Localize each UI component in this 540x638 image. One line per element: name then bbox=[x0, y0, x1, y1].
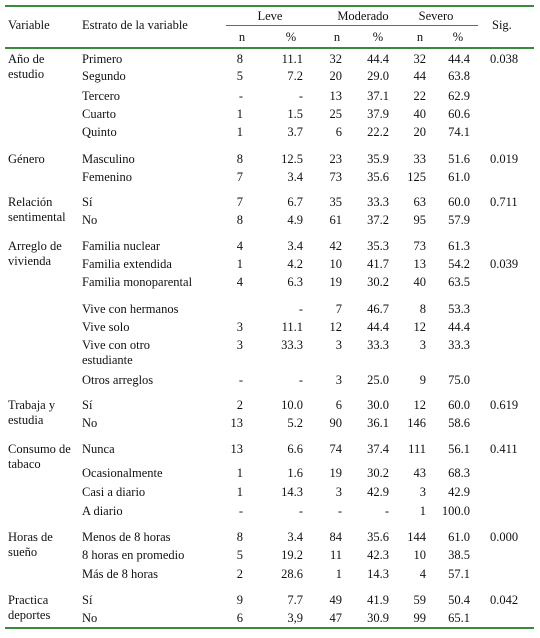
cell-leve-n: - bbox=[238, 89, 243, 103]
cell-mod-n: 6 bbox=[335, 398, 342, 412]
cell-mod-p: 44.4 bbox=[367, 52, 389, 66]
cell-sev-n: 12 bbox=[413, 320, 426, 334]
estrato-label: Femenino bbox=[82, 170, 132, 184]
cell-mod-n: 6 bbox=[335, 125, 342, 139]
estrato-label: Vive con hermanos bbox=[82, 302, 179, 316]
cell-mod-p: 44.4 bbox=[367, 320, 389, 334]
cell-leve-n: 2 bbox=[236, 398, 243, 412]
cell-leve-p: 33.3 bbox=[281, 338, 303, 352]
cell-sev-p: 61.3 bbox=[448, 239, 470, 253]
cell-mod-p: 35.3 bbox=[367, 239, 389, 253]
estrato-label: Familia monoparental bbox=[82, 275, 193, 289]
cell-leve-n: - bbox=[238, 373, 243, 387]
cell-sev-p: 60.0 bbox=[448, 195, 470, 209]
cell-leve-n: - bbox=[238, 504, 243, 518]
bottom-rule bbox=[5, 627, 534, 629]
header-leve-n: n bbox=[238, 30, 246, 44]
cell-sev-p: 74.1 bbox=[448, 125, 470, 139]
estrato-label: Primero bbox=[82, 52, 123, 66]
cell-sev-n: 8 bbox=[419, 302, 426, 316]
header-leve: Leve bbox=[257, 9, 283, 23]
top-rule bbox=[5, 5, 534, 7]
cell-sev-n: 4 bbox=[419, 567, 426, 581]
estrato-label: Otros arreglos bbox=[82, 373, 154, 387]
cell-mod-n: 10 bbox=[329, 257, 342, 271]
cell-leve-n: 8 bbox=[236, 213, 243, 227]
cell-mod-p: 35.9 bbox=[367, 152, 389, 166]
cell-leve-p: 6.6 bbox=[287, 442, 303, 456]
variable-label: tabaco bbox=[8, 457, 41, 471]
header-variable: Variable bbox=[8, 18, 50, 32]
cell-sev-n: 73 bbox=[413, 239, 426, 253]
cell-leve-p: - bbox=[298, 504, 303, 518]
variable-label: Practica bbox=[8, 593, 49, 607]
cell-leve-p: 3.4 bbox=[287, 170, 303, 184]
cell-sev-p: 58.6 bbox=[448, 416, 470, 430]
cell-mod-n: 74 bbox=[329, 442, 342, 456]
cell-leve-p: 11.1 bbox=[281, 320, 303, 334]
cell-leve-p: 1.5 bbox=[287, 107, 303, 121]
header-group-rule bbox=[226, 25, 478, 26]
cell-mod-n: 20 bbox=[329, 69, 342, 83]
variable-label: Arreglo de bbox=[8, 239, 62, 253]
estrato-label: Sí bbox=[82, 593, 93, 607]
variable-label: estudia bbox=[8, 413, 44, 427]
estrato-label: Familia nuclear bbox=[82, 239, 161, 253]
cell-sev-n: 99 bbox=[413, 611, 426, 625]
cell-mod-p: 41.9 bbox=[367, 593, 389, 607]
cell-leve-p: - bbox=[298, 373, 303, 387]
estrato-label: Segundo bbox=[82, 69, 126, 83]
cell-mod-p: - bbox=[384, 504, 389, 518]
estrato-label: A diario bbox=[82, 504, 123, 518]
significance-value: 0.039 bbox=[490, 257, 519, 271]
cell-leve-p: 3.7 bbox=[287, 125, 303, 139]
cell-mod-n: 42 bbox=[329, 239, 342, 253]
estrato-label: Nunca bbox=[82, 442, 115, 456]
significance-value: 0.019 bbox=[490, 152, 519, 166]
cell-mod-n: 32 bbox=[329, 52, 342, 66]
estrato-label: Sí bbox=[82, 398, 93, 412]
cell-leve-n: 5 bbox=[236, 548, 243, 562]
cell-sev-n: 1 bbox=[419, 504, 426, 518]
cell-sev-n: 13 bbox=[413, 257, 426, 271]
header-severo-n: n bbox=[416, 30, 424, 44]
cell-sev-p: 56.1 bbox=[448, 442, 470, 456]
estrato-label: Sí bbox=[82, 195, 93, 209]
variable-label: Género bbox=[8, 152, 45, 166]
cell-sev-n: 125 bbox=[407, 170, 426, 184]
cell-leve-p: 3.4 bbox=[287, 530, 303, 544]
variable-label: Trabaja y bbox=[8, 398, 56, 412]
cell-mod-n: 11 bbox=[329, 548, 342, 562]
cell-leve-p: 1.6 bbox=[287, 466, 303, 480]
cell-leve-p: 4.9 bbox=[287, 213, 303, 227]
cell-sev-p: 61.0 bbox=[448, 530, 470, 544]
cell-leve-p: 12.5 bbox=[281, 152, 303, 166]
cell-leve-p: 6.3 bbox=[287, 275, 303, 289]
cell-leve-n: 4 bbox=[236, 239, 243, 253]
cell-sev-n: 40 bbox=[413, 275, 426, 289]
cell-mod-p: 37.9 bbox=[367, 107, 389, 121]
cell-sev-p: 57.9 bbox=[448, 213, 470, 227]
cell-leve-p: 7.7 bbox=[287, 593, 303, 607]
variable-label: deportes bbox=[8, 608, 51, 622]
cell-sev-n: 146 bbox=[407, 416, 426, 430]
cell-mod-n: 35 bbox=[329, 195, 342, 209]
cell-mod-n: 13 bbox=[329, 89, 342, 103]
cell-sev-p: 62.9 bbox=[448, 89, 470, 103]
cell-sev-n: 3 bbox=[419, 485, 426, 499]
cell-sev-p: 60.0 bbox=[448, 398, 470, 412]
estrato-label: Casi a diario bbox=[82, 485, 146, 499]
cell-leve-n: 1 bbox=[236, 125, 243, 139]
estrato-label: Ocasionalmente bbox=[82, 466, 163, 480]
estrato-label: Tercero bbox=[82, 89, 120, 103]
cell-mod-n: 19 bbox=[329, 275, 342, 289]
cell-leve-p: 3,9 bbox=[287, 611, 303, 625]
cell-leve-n: 8 bbox=[236, 530, 243, 544]
cell-mod-p: 14.3 bbox=[367, 567, 389, 581]
cell-sev-p: 38.5 bbox=[448, 548, 470, 562]
estrato-label: Masculino bbox=[82, 152, 135, 166]
estrato-label: Cuarto bbox=[82, 107, 117, 121]
significance-value: 0.411 bbox=[490, 442, 518, 456]
cell-sev-n: 12 bbox=[413, 398, 426, 412]
cell-leve-p: 10.0 bbox=[281, 398, 303, 412]
header-sig: Sig. bbox=[492, 18, 512, 32]
cell-leve-n: 7 bbox=[236, 170, 243, 184]
estrato-label: Más de 8 horas bbox=[82, 567, 159, 581]
cell-sev-n: 44 bbox=[413, 69, 426, 83]
estrato-label: Familia extendida bbox=[82, 257, 172, 271]
cell-mod-p: 30.9 bbox=[367, 611, 389, 625]
cell-mod-n: 49 bbox=[329, 593, 342, 607]
cell-mod-p: 42.9 bbox=[367, 485, 389, 499]
variable-label: Consumo de bbox=[8, 442, 71, 456]
header-estrato: Estrato de la variable bbox=[82, 18, 188, 32]
variable-label: estudio bbox=[8, 67, 45, 81]
cell-mod-n: 3 bbox=[335, 338, 342, 352]
cell-sev-n: 95 bbox=[413, 213, 426, 227]
variable-label: Horas de bbox=[8, 530, 53, 544]
cell-leve-n: 5 bbox=[236, 69, 243, 83]
cell-sev-p: 63.5 bbox=[448, 275, 470, 289]
cell-leve-n: 3 bbox=[236, 338, 243, 352]
variable-label: vivienda bbox=[8, 254, 52, 268]
cell-sev-p: 61.0 bbox=[448, 170, 470, 184]
estrato-label: Vive solo bbox=[82, 320, 130, 334]
cell-leve-n: 8 bbox=[236, 52, 243, 66]
cell-sev-n: 3 bbox=[419, 338, 426, 352]
estrato-label: No bbox=[82, 213, 98, 227]
cell-sev-n: 33 bbox=[413, 152, 426, 166]
cell-sev-p: 100.0 bbox=[441, 504, 470, 518]
estrato-label: Vive con otro bbox=[82, 338, 150, 352]
cell-mod-n: 25 bbox=[329, 107, 342, 121]
variable-label: sueño bbox=[8, 545, 38, 559]
significance-value: 0.619 bbox=[490, 398, 519, 412]
cell-sev-p: 75.0 bbox=[448, 373, 470, 387]
cell-sev-n: 22 bbox=[413, 89, 426, 103]
cell-mod-n: 19 bbox=[329, 466, 342, 480]
cell-mod-p: 30.2 bbox=[367, 275, 389, 289]
estrato-label: 8 horas en promedio bbox=[82, 548, 185, 562]
header-moderado: Moderado bbox=[337, 9, 389, 23]
cell-leve-n: 13 bbox=[230, 416, 243, 430]
cell-sev-n: 20 bbox=[413, 125, 426, 139]
cell-mod-p: 36.1 bbox=[367, 416, 389, 430]
cell-leve-p: 3.4 bbox=[287, 239, 303, 253]
cell-leve-n: 7 bbox=[236, 195, 243, 209]
cell-mod-p: 35.6 bbox=[367, 530, 389, 544]
variable-label: Año de bbox=[8, 52, 45, 66]
header-severo-pct: % bbox=[452, 30, 464, 44]
cell-mod-p: 25.0 bbox=[367, 373, 389, 387]
cell-mod-n: 1 bbox=[335, 567, 342, 581]
cell-sev-p: 60.6 bbox=[448, 107, 470, 121]
cell-leve-p: 6.7 bbox=[287, 195, 303, 209]
significance-value: 0.038 bbox=[490, 52, 519, 66]
header-severo: Severo bbox=[418, 9, 454, 23]
header-moderado-n: n bbox=[333, 30, 341, 44]
estrato-label: Menos de 8 horas bbox=[82, 530, 171, 544]
cell-mod-n: 3 bbox=[335, 373, 342, 387]
cell-mod-p: 37.4 bbox=[367, 442, 389, 456]
cell-sev-n: 111 bbox=[408, 442, 426, 456]
cell-leve-n: 4 bbox=[236, 275, 243, 289]
cell-mod-p: 37.2 bbox=[367, 213, 389, 227]
cell-sev-p: 54.2 bbox=[448, 257, 470, 271]
cell-leve-n: 1 bbox=[236, 485, 243, 499]
cell-sev-n: 144 bbox=[407, 530, 426, 544]
header-rule bbox=[5, 47, 534, 49]
cell-sev-p: 68.3 bbox=[448, 466, 470, 480]
header-moderado-pct: % bbox=[372, 30, 384, 44]
cell-mod-p: 37.1 bbox=[367, 89, 389, 103]
cell-mod-p: 22.2 bbox=[367, 125, 389, 139]
variable-label: sentimental bbox=[8, 210, 66, 224]
cell-leve-n: 6 bbox=[236, 611, 243, 625]
estrato-label: No bbox=[82, 611, 98, 625]
cell-mod-n: 7 bbox=[335, 302, 342, 316]
cell-mod-p: 41.7 bbox=[367, 257, 389, 271]
cell-sev-n: 10 bbox=[413, 548, 426, 562]
estrato-label: No bbox=[82, 416, 98, 430]
cell-leve-n: 9 bbox=[236, 593, 243, 607]
cell-leve-p: - bbox=[298, 89, 303, 103]
cell-mod-p: 42.3 bbox=[367, 548, 389, 562]
estrato-label: estudiante bbox=[82, 353, 133, 367]
cell-sev-p: 57.1 bbox=[448, 567, 470, 581]
cell-mod-p: 30.0 bbox=[367, 398, 389, 412]
cell-leve-p: 4.2 bbox=[287, 257, 303, 271]
cell-sev-n: 32 bbox=[413, 52, 426, 66]
cell-mod-p: 29.0 bbox=[367, 69, 389, 83]
cell-mod-n: 23 bbox=[329, 152, 342, 166]
cell-leve-n: 1 bbox=[236, 257, 243, 271]
cell-mod-p: 30.2 bbox=[367, 466, 389, 480]
variable-label: Relación bbox=[8, 195, 53, 209]
significance-value: 0.042 bbox=[490, 593, 519, 607]
significance-value: 0.000 bbox=[490, 530, 519, 544]
cell-leve-n: 13 bbox=[230, 442, 243, 456]
cell-leve-p: 5.2 bbox=[287, 416, 303, 430]
cell-sev-p: 53.3 bbox=[448, 302, 470, 316]
cell-sev-n: 43 bbox=[413, 466, 426, 480]
cell-sev-p: 42.9 bbox=[448, 485, 470, 499]
cell-sev-n: 40 bbox=[413, 107, 426, 121]
cell-sev-p: 51.6 bbox=[448, 152, 470, 166]
cell-mod-n: 73 bbox=[329, 170, 342, 184]
cell-leve-p: 14.3 bbox=[281, 485, 303, 499]
cell-mod-n: 47 bbox=[329, 611, 342, 625]
cell-mod-n: 84 bbox=[329, 530, 342, 544]
cell-sev-p: 44.4 bbox=[448, 320, 470, 334]
cell-mod-p: 46.7 bbox=[367, 302, 389, 316]
cell-sev-n: 9 bbox=[419, 373, 426, 387]
cell-sev-p: 44.4 bbox=[448, 52, 470, 66]
header-leve-pct: % bbox=[285, 30, 297, 44]
cell-leve-n: 2 bbox=[236, 567, 243, 581]
cell-leve-n: 8 bbox=[236, 152, 243, 166]
cell-leve-n: 3 bbox=[236, 320, 243, 334]
cell-sev-p: 50.4 bbox=[448, 593, 470, 607]
estrato-label: Quinto bbox=[82, 125, 117, 139]
cell-mod-n: - bbox=[337, 504, 342, 518]
cell-leve-p: 11.1 bbox=[281, 52, 303, 66]
cell-mod-n: 90 bbox=[329, 416, 342, 430]
cell-mod-n: 12 bbox=[329, 320, 342, 334]
cell-sev-n: 63 bbox=[413, 195, 426, 209]
cell-mod-p: 33.3 bbox=[367, 338, 389, 352]
cell-mod-n: 61 bbox=[329, 213, 342, 227]
cell-sev-p: 63.8 bbox=[448, 69, 470, 83]
cell-leve-n: 1 bbox=[236, 466, 243, 480]
cell-sev-n: 59 bbox=[413, 593, 426, 607]
cell-mod-p: 33.3 bbox=[367, 195, 389, 209]
cell-sev-p: 65.1 bbox=[448, 611, 470, 625]
cell-mod-n: 3 bbox=[335, 485, 342, 499]
cell-leve-n: 1 bbox=[236, 107, 243, 121]
cell-leve-p: 19.2 bbox=[281, 548, 303, 562]
significance-value: 0.711 bbox=[490, 195, 518, 209]
cell-leve-p: - bbox=[298, 302, 303, 316]
cell-leve-p: 7.2 bbox=[287, 69, 303, 83]
cell-sev-p: 33.3 bbox=[448, 338, 470, 352]
cell-leve-p: 28.6 bbox=[281, 567, 303, 581]
cell-mod-p: 35.6 bbox=[367, 170, 389, 184]
